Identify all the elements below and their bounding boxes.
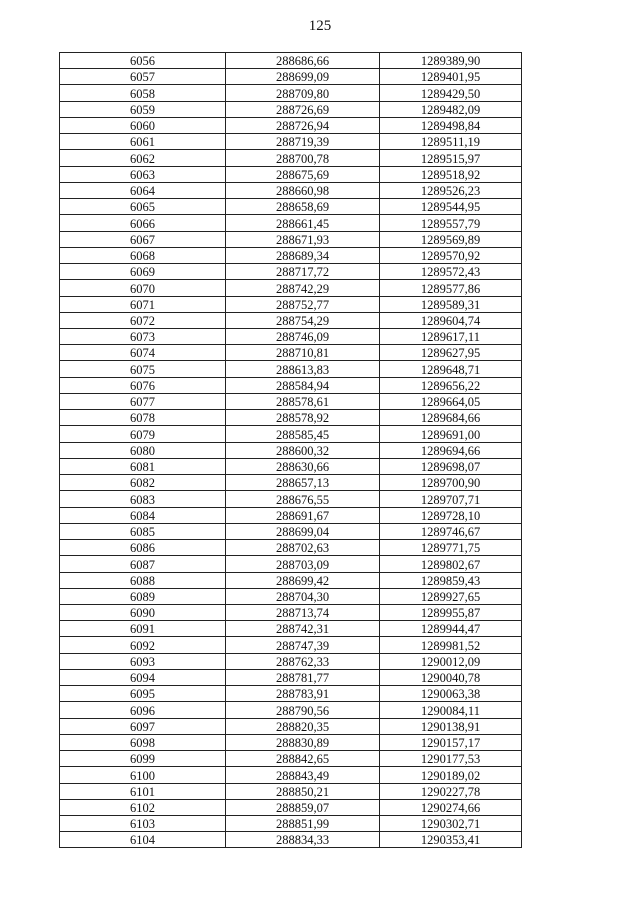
point-number-cell: 6080 <box>60 442 226 458</box>
y-coordinate-cell: 1289698,07 <box>380 458 522 474</box>
y-coordinate-cell: 1289700,90 <box>380 475 522 491</box>
table-row <box>60 767 522 783</box>
point-number-cell: 6094 <box>60 669 226 685</box>
point-number-cell: 6064 <box>60 182 226 198</box>
x-coordinate-cell: 288762,33 <box>226 653 380 669</box>
point-number-cell: 6093 <box>60 653 226 669</box>
y-coordinate-cell: 1290084,11 <box>380 702 522 718</box>
table-row <box>60 134 522 150</box>
table-body <box>60 53 522 848</box>
table-row <box>60 523 522 539</box>
x-coordinate-cell: 288613,83 <box>226 361 380 377</box>
x-coordinate-cell: 288704,30 <box>226 588 380 604</box>
y-coordinate-cell: 1289544,95 <box>380 199 522 215</box>
x-coordinate-cell: 288699,04 <box>226 523 380 539</box>
x-coordinate-cell: 288747,39 <box>226 637 380 653</box>
point-number-cell: 6083 <box>60 491 226 507</box>
y-coordinate-cell: 1290177,53 <box>380 751 522 767</box>
table-row <box>60 199 522 215</box>
x-coordinate-cell: 288830,89 <box>226 734 380 750</box>
x-coordinate-cell: 288676,55 <box>226 491 380 507</box>
y-coordinate-cell: 1289511,19 <box>380 134 522 150</box>
y-coordinate-cell: 1289557,79 <box>380 215 522 231</box>
y-coordinate-cell: 1289955,87 <box>380 604 522 620</box>
table-row <box>60 393 522 409</box>
table-row <box>60 491 522 507</box>
table-row <box>60 442 522 458</box>
point-number-cell: 6071 <box>60 296 226 312</box>
table-row <box>60 458 522 474</box>
y-coordinate-cell: 1289684,66 <box>380 410 522 426</box>
y-coordinate-cell: 1290063,38 <box>380 686 522 702</box>
y-coordinate-cell: 1289627,95 <box>380 345 522 361</box>
y-coordinate-cell: 1290012,09 <box>380 653 522 669</box>
point-number-cell: 6056 <box>60 53 226 69</box>
y-coordinate-cell: 1289515,97 <box>380 150 522 166</box>
x-coordinate-cell: 288851,99 <box>226 816 380 832</box>
x-coordinate-cell: 288742,29 <box>226 280 380 296</box>
table-row <box>60 734 522 750</box>
x-coordinate-cell: 288657,13 <box>226 475 380 491</box>
point-number-cell: 6096 <box>60 702 226 718</box>
x-coordinate-cell: 288689,34 <box>226 247 380 263</box>
x-coordinate-cell: 288820,35 <box>226 718 380 734</box>
y-coordinate-cell: 1289617,11 <box>380 328 522 344</box>
table-row <box>60 507 522 523</box>
point-number-cell: 6097 <box>60 718 226 734</box>
x-coordinate-cell: 288746,09 <box>226 328 380 344</box>
table-row <box>60 280 522 296</box>
y-coordinate-cell: 1289498,84 <box>380 117 522 133</box>
point-number-cell: 6059 <box>60 101 226 117</box>
x-coordinate-cell: 288703,09 <box>226 556 380 572</box>
point-number-cell: 6079 <box>60 426 226 442</box>
y-coordinate-cell: 1289707,71 <box>380 491 522 507</box>
x-coordinate-cell: 288709,80 <box>226 85 380 101</box>
table-row <box>60 637 522 653</box>
table-row <box>60 296 522 312</box>
y-coordinate-cell: 1289859,43 <box>380 572 522 588</box>
point-number-cell: 6062 <box>60 150 226 166</box>
table-row <box>60 540 522 556</box>
table-row <box>60 361 522 377</box>
point-number-cell: 6099 <box>60 751 226 767</box>
y-coordinate-cell: 1290040,78 <box>380 669 522 685</box>
table-row <box>60 653 522 669</box>
point-number-cell: 6072 <box>60 312 226 328</box>
y-coordinate-cell: 1289569,89 <box>380 231 522 247</box>
point-number-cell: 6090 <box>60 604 226 620</box>
x-coordinate-cell: 288578,61 <box>226 393 380 409</box>
table-row <box>60 410 522 426</box>
y-coordinate-cell: 1289728,10 <box>380 507 522 523</box>
x-coordinate-cell: 288742,31 <box>226 621 380 637</box>
point-number-cell: 6088 <box>60 572 226 588</box>
point-number-cell: 6101 <box>60 783 226 799</box>
point-number-cell: 6100 <box>60 767 226 783</box>
point-number-cell: 6058 <box>60 85 226 101</box>
x-coordinate-cell: 288719,39 <box>226 134 380 150</box>
point-number-cell: 6067 <box>60 231 226 247</box>
table-row <box>60 312 522 328</box>
point-number-cell: 6061 <box>60 134 226 150</box>
y-coordinate-cell: 1290353,41 <box>380 832 522 848</box>
point-number-cell: 6087 <box>60 556 226 572</box>
y-coordinate-cell: 1289518,92 <box>380 166 522 182</box>
y-coordinate-cell: 1290227,78 <box>380 783 522 799</box>
y-coordinate-cell: 1289401,95 <box>380 69 522 85</box>
table-row <box>60 215 522 231</box>
table-row <box>60 426 522 442</box>
x-coordinate-cell: 288790,56 <box>226 702 380 718</box>
x-coordinate-cell: 288675,69 <box>226 166 380 182</box>
y-coordinate-cell: 1289664,05 <box>380 393 522 409</box>
coordinates-table <box>59 52 522 848</box>
table-row <box>60 69 522 85</box>
point-number-cell: 6076 <box>60 377 226 393</box>
point-number-cell: 6065 <box>60 199 226 215</box>
point-number-cell: 6084 <box>60 507 226 523</box>
y-coordinate-cell: 1290274,66 <box>380 799 522 815</box>
x-coordinate-cell: 288752,77 <box>226 296 380 312</box>
y-coordinate-cell: 1289429,50 <box>380 85 522 101</box>
y-coordinate-cell: 1289482,09 <box>380 101 522 117</box>
y-coordinate-cell: 1289746,67 <box>380 523 522 539</box>
table-row <box>60 572 522 588</box>
x-coordinate-cell: 288717,72 <box>226 264 380 280</box>
point-number-cell: 6068 <box>60 247 226 263</box>
y-coordinate-cell: 1289981,52 <box>380 637 522 653</box>
table-row <box>60 799 522 815</box>
table-row <box>60 150 522 166</box>
point-number-cell: 6085 <box>60 523 226 539</box>
table-row <box>60 101 522 117</box>
x-coordinate-cell: 288834,33 <box>226 832 380 848</box>
y-coordinate-cell: 1290157,17 <box>380 734 522 750</box>
table-row <box>60 231 522 247</box>
point-number-cell: 6086 <box>60 540 226 556</box>
table-row <box>60 621 522 637</box>
table-row <box>60 751 522 767</box>
point-number-cell: 6095 <box>60 686 226 702</box>
point-number-cell: 6103 <box>60 816 226 832</box>
table-row <box>60 182 522 198</box>
x-coordinate-cell: 288726,69 <box>226 101 380 117</box>
point-number-cell: 6060 <box>60 117 226 133</box>
point-number-cell: 6092 <box>60 637 226 653</box>
x-coordinate-cell: 288859,07 <box>226 799 380 815</box>
y-coordinate-cell: 1289694,66 <box>380 442 522 458</box>
x-coordinate-cell: 288660,98 <box>226 182 380 198</box>
x-coordinate-cell: 288691,67 <box>226 507 380 523</box>
x-coordinate-cell: 288710,81 <box>226 345 380 361</box>
table-row <box>60 718 522 734</box>
y-coordinate-cell: 1289604,74 <box>380 312 522 328</box>
x-coordinate-cell: 288850,21 <box>226 783 380 799</box>
x-coordinate-cell: 288661,45 <box>226 215 380 231</box>
point-number-cell: 6057 <box>60 69 226 85</box>
y-coordinate-cell: 1290302,71 <box>380 816 522 832</box>
x-coordinate-cell: 288686,66 <box>226 53 380 69</box>
point-number-cell: 6063 <box>60 166 226 182</box>
point-number-cell: 6089 <box>60 588 226 604</box>
table-row <box>60 556 522 572</box>
point-number-cell: 6066 <box>60 215 226 231</box>
x-coordinate-cell: 288600,32 <box>226 442 380 458</box>
y-coordinate-cell: 1289771,75 <box>380 540 522 556</box>
x-coordinate-cell: 288783,91 <box>226 686 380 702</box>
y-coordinate-cell: 1289572,43 <box>380 264 522 280</box>
x-coordinate-cell: 288726,94 <box>226 117 380 133</box>
table-row <box>60 166 522 182</box>
table-row <box>60 117 522 133</box>
point-number-cell: 6074 <box>60 345 226 361</box>
point-number-cell: 6070 <box>60 280 226 296</box>
y-coordinate-cell: 1289656,22 <box>380 377 522 393</box>
x-coordinate-cell: 288700,78 <box>226 150 380 166</box>
table-row <box>60 702 522 718</box>
x-coordinate-cell: 288713,74 <box>226 604 380 620</box>
point-number-cell: 6091 <box>60 621 226 637</box>
x-coordinate-cell: 288630,66 <box>226 458 380 474</box>
table-row <box>60 345 522 361</box>
x-coordinate-cell: 288584,94 <box>226 377 380 393</box>
x-coordinate-cell: 288671,93 <box>226 231 380 247</box>
x-coordinate-cell: 288585,45 <box>226 426 380 442</box>
y-coordinate-cell: 1289526,23 <box>380 182 522 198</box>
x-coordinate-cell: 288702,63 <box>226 540 380 556</box>
table-row <box>60 604 522 620</box>
table-row <box>60 588 522 604</box>
table-row <box>60 686 522 702</box>
y-coordinate-cell: 1289589,31 <box>380 296 522 312</box>
table-row <box>60 328 522 344</box>
x-coordinate-cell: 288578,92 <box>226 410 380 426</box>
x-coordinate-cell: 288699,09 <box>226 69 380 85</box>
point-number-cell: 6081 <box>60 458 226 474</box>
table-row <box>60 669 522 685</box>
table-row <box>60 247 522 263</box>
y-coordinate-cell: 1289927,65 <box>380 588 522 604</box>
point-number-cell: 6073 <box>60 328 226 344</box>
table-row <box>60 475 522 491</box>
page-number: 125 <box>308 18 332 34</box>
table-row <box>60 264 522 280</box>
point-number-cell: 6098 <box>60 734 226 750</box>
table-row <box>60 377 522 393</box>
point-number-cell: 6102 <box>60 799 226 815</box>
point-number-cell: 6069 <box>60 264 226 280</box>
y-coordinate-cell: 1289802,67 <box>380 556 522 572</box>
table-row <box>60 816 522 832</box>
table-row <box>60 85 522 101</box>
x-coordinate-cell: 288699,42 <box>226 572 380 588</box>
x-coordinate-cell: 288843,49 <box>226 767 380 783</box>
y-coordinate-cell: 1289944,47 <box>380 621 522 637</box>
point-number-cell: 6078 <box>60 410 226 426</box>
y-coordinate-cell: 1289648,71 <box>380 361 522 377</box>
point-number-cell: 6104 <box>60 832 226 848</box>
y-coordinate-cell: 1289577,86 <box>380 280 522 296</box>
y-coordinate-cell: 1290189,02 <box>380 767 522 783</box>
x-coordinate-cell: 288842,65 <box>226 751 380 767</box>
y-coordinate-cell: 1289389,90 <box>380 53 522 69</box>
y-coordinate-cell: 1289570,92 <box>380 247 522 263</box>
table-row <box>60 53 522 69</box>
y-coordinate-cell: 1289691,00 <box>380 426 522 442</box>
table-row <box>60 832 522 848</box>
point-number-cell: 6082 <box>60 475 226 491</box>
point-number-cell: 6075 <box>60 361 226 377</box>
table-row <box>60 783 522 799</box>
y-coordinate-cell: 1290138,91 <box>380 718 522 734</box>
x-coordinate-cell: 288754,29 <box>226 312 380 328</box>
x-coordinate-cell: 288781,77 <box>226 669 380 685</box>
x-coordinate-cell: 288658,69 <box>226 199 380 215</box>
point-number-cell: 6077 <box>60 393 226 409</box>
